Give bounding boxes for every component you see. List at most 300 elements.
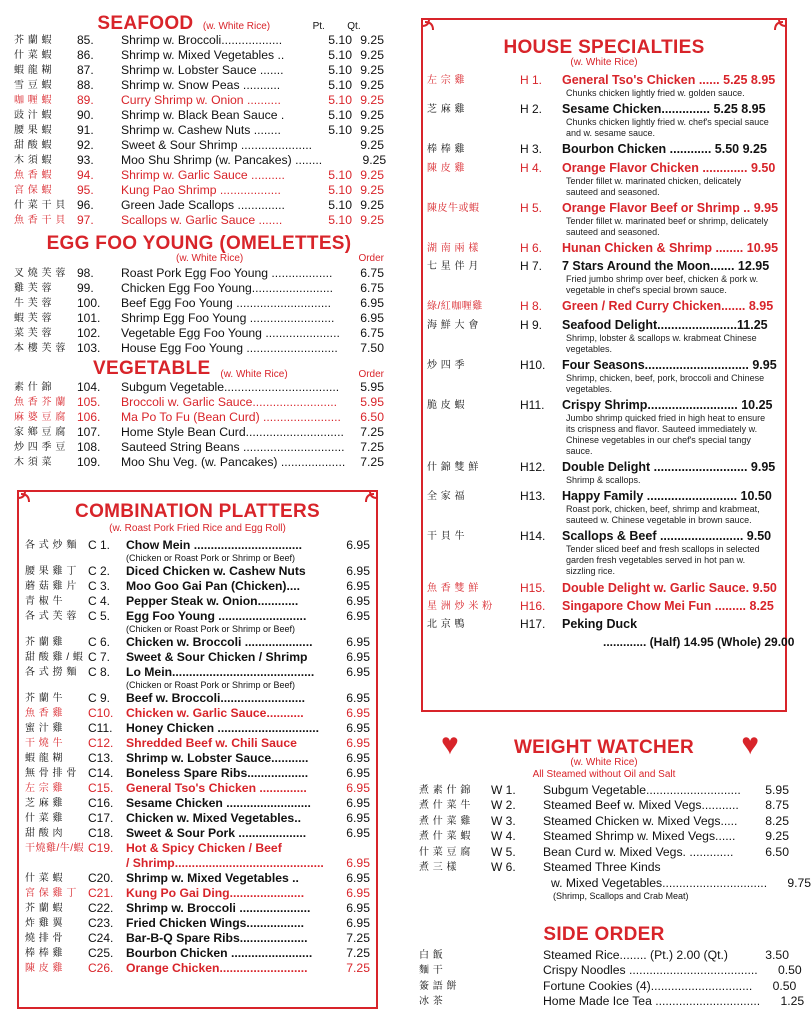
vegetable-header	[14, 360, 384, 380]
chinese-name: 菜 芙 蓉	[14, 328, 53, 339]
chinese-name: 左 宗 雞	[427, 75, 466, 86]
item-name: Moo Goo Gai Pan (Chicken)....	[126, 579, 301, 593]
chinese-name: 煮 什 菜 雞	[419, 815, 471, 827]
item-name: Ma Po To Fu (Bean Curd) .......................	[121, 410, 341, 424]
item-code: 89.	[77, 93, 94, 107]
menu-row	[14, 395, 384, 410]
item-name: Sweet & Sour Shrimp .....................	[121, 138, 313, 152]
item-code: C15.	[88, 781, 114, 795]
chinese-name: 蘑 菇 雞 片	[25, 581, 77, 592]
item-code: 100.	[77, 296, 101, 310]
item-code: C25.	[88, 946, 114, 960]
chinese-name: 煮 什 菜 牛	[419, 800, 471, 811]
item-name: Steamed Shrimp w. Mixed Vegs......	[543, 829, 736, 843]
item-description: Shrimp, lobster & scallops w. krabmeat Chinese vegetables.	[566, 332, 757, 354]
item-code: 106.	[77, 410, 101, 424]
menu-row	[14, 123, 384, 138]
chinese-name: 煮 什 菜 蝦	[419, 831, 471, 842]
chinese-name: 芥 蘭 牛	[25, 693, 64, 704]
menu-row	[25, 856, 370, 871]
price: 6.95	[346, 691, 370, 705]
item-name: Sweet & Sour Chicken / Shrimp	[126, 650, 308, 664]
item-name: Chicken Egg Foo Young........................	[121, 281, 334, 295]
item-code: 108.	[77, 440, 101, 454]
price: 6.50	[765, 844, 789, 859]
seafood-subtitle: (w. White Rice)	[202, 21, 271, 32]
menu-row	[427, 201, 777, 216]
menu-row	[14, 33, 384, 48]
vegetable-list	[14, 380, 384, 470]
chinese-name: 芝 麻 雞	[25, 798, 64, 809]
price-qt: 9.25	[360, 93, 384, 107]
item-name: Curry Shrimp w. Onion ..........	[121, 93, 281, 107]
item-code: H 5.	[520, 200, 543, 215]
house-item	[423, 161, 785, 198]
price: 6.95	[346, 886, 370, 900]
chinese-name: 棒 棒 雞	[427, 144, 466, 156]
price-pt: 5.10	[328, 108, 352, 122]
chinese-name: 左 宗 雞	[25, 783, 64, 794]
item-code: 107.	[77, 425, 101, 439]
menu-row	[427, 241, 777, 256]
chinese-name: 什 錦 雙 鮮	[427, 462, 479, 474]
item-code: C23.	[88, 916, 114, 930]
price: 6.95	[346, 579, 370, 593]
side-order-section	[419, 924, 805, 1009]
weight-watcher-section	[419, 726, 811, 902]
chinese-name: 什 菜 蝦	[14, 50, 53, 61]
item-name: Fortune Cookies (4)..............................	[543, 978, 753, 993]
item-code: H 8.	[520, 299, 543, 314]
menu-row	[427, 529, 777, 544]
chinese-name: 甜 酸 肉	[25, 828, 64, 839]
item-name: Diced Chicken w. Cashew Nuts	[126, 564, 306, 578]
menu-row	[14, 93, 384, 108]
chinese-name: 各 式 芙 蓉	[25, 611, 77, 622]
weight-header	[419, 738, 789, 757]
item-code: C 6.	[88, 635, 111, 649]
item-code: H15.	[520, 580, 546, 595]
house-item	[423, 617, 785, 632]
price-pt: 5.10	[328, 198, 352, 212]
menu-row	[419, 860, 789, 876]
chinese-name: 陳皮牛或蝦	[427, 202, 480, 214]
item-description: Shrimp & scallops.	[566, 475, 641, 486]
item-code: C 2.	[88, 564, 111, 578]
menu-row	[14, 326, 384, 341]
price: 6.95	[360, 311, 384, 325]
chinese-name: 星 洲 炒 米 粉	[427, 600, 493, 612]
chinese-name: 蜜 汁 雞	[25, 723, 64, 734]
item-code: 91.	[77, 123, 94, 137]
item-code: 87.	[77, 63, 94, 77]
item-name: Roast Pork Egg Foo Young ..................	[121, 266, 333, 280]
chinese-name: 湖 南 兩 樣	[427, 242, 479, 254]
price-qt: 9.25	[360, 168, 384, 182]
item-name: Kung Pao Shrimp ..................	[121, 183, 281, 197]
price: 6.95	[346, 706, 370, 720]
menu-row	[427, 460, 777, 475]
item-name: Hunan Chicken & Shrimp ........ 10.95	[562, 240, 779, 255]
menu-row	[25, 609, 370, 624]
item-code: 97.	[77, 213, 94, 227]
item-name: Scallops w. Garlic Sauce .......	[121, 213, 283, 227]
menu-row	[14, 380, 384, 395]
price: 7.25	[346, 946, 370, 960]
item-name: Shrimp w. Snow Peas ...........	[121, 78, 281, 92]
item-code: 92.	[77, 138, 94, 152]
chinese-name: 什 菜 雞	[25, 813, 64, 824]
item-description: Tender fillet w. marinated chicken, delicately sauteed and seasoned.	[566, 175, 742, 197]
item-code: 90.	[77, 108, 94, 122]
price-qt: 9.25	[360, 33, 384, 47]
chinese-name: 陳 皮 雞	[427, 162, 466, 174]
item-code: H 4.	[520, 160, 543, 175]
price: 9.25	[765, 829, 789, 843]
item-name: Shrimp Egg Foo Young .........................	[121, 311, 335, 325]
chinese-name: 干燒雞/牛/蝦	[25, 843, 85, 854]
chinese-name: 各 式 撈 麵	[25, 667, 77, 678]
price-pt: 5.10	[328, 48, 352, 62]
item-name: Pepper Steak w. Onion............	[126, 594, 299, 608]
chinese-name: 咖 喱 蝦	[14, 95, 53, 106]
item-name: Sweet & Sour Pork ....................	[126, 826, 307, 840]
combination-platters-box	[17, 490, 378, 1009]
item-name: Sesame Chicken.............. 5.25 8.95	[562, 102, 766, 117]
item-code: H16.	[520, 598, 546, 613]
seafood-header	[14, 14, 384, 33]
price: 6.95	[346, 665, 370, 679]
item-description: Tender sliced beef and fresh scallops in selected garden fresh vegetables served in hot pan w. sizzling rice.	[566, 544, 760, 577]
item-name: Steamed Rice........ (Pt.) 2.00 (Qt.)	[543, 947, 728, 962]
item-code: C13.	[88, 751, 114, 765]
chinese-name: 芥 蘭 蝦	[25, 903, 64, 914]
menu-row	[25, 766, 370, 781]
house-list	[423, 73, 795, 650]
house-item	[423, 259, 785, 296]
menu-row	[25, 886, 370, 901]
chinese-name: 甜 酸 蝦	[14, 140, 53, 151]
item-name: Fried Chicken Wings.................	[126, 916, 304, 930]
menu-row	[14, 311, 384, 326]
item-name: House Egg Foo Young ...........................	[121, 341, 338, 355]
item-name: Bar-B-Q Spare Ribs....................	[126, 931, 308, 945]
egg-foo-subtitle: (w. White Rice)	[176, 253, 244, 264]
menu-row	[14, 63, 384, 78]
house-specialties-box	[421, 18, 795, 712]
item-code: 101.	[77, 311, 101, 325]
price: 6.75	[360, 326, 384, 340]
item-name: Steamed Three Kinds	[543, 860, 661, 874]
item-name: Shrimp w. Black Bean Sauce .	[121, 108, 285, 122]
menu-row	[25, 579, 370, 594]
price-qt: 9.25	[360, 198, 384, 212]
menu-row	[427, 102, 777, 117]
combo-subtitle: (w. Roast Pork Fried Rice and Egg Roll)	[109, 523, 286, 534]
item-code: H11.	[520, 397, 545, 412]
item-code: 99.	[77, 281, 94, 295]
house-item	[423, 599, 785, 614]
price: 5.95	[360, 395, 384, 409]
chinese-name: 七 星 伴 月	[427, 261, 479, 273]
price: 6.95	[346, 594, 370, 608]
item-code: 104.	[77, 380, 101, 394]
item-name: Double Delight ........................... 9.95	[562, 460, 776, 475]
menu-row	[419, 994, 805, 1010]
menu-row	[14, 266, 384, 281]
item-code: C19.	[88, 841, 114, 855]
house-item	[423, 241, 785, 256]
price: 7.25	[360, 455, 384, 469]
menu-row	[14, 153, 387, 168]
price-qt: 9.25	[360, 213, 384, 227]
menu-row	[14, 108, 384, 123]
price-qt: 9.25	[362, 153, 387, 167]
w6-note: (Shrimp, Scallops and Crab Meat)	[553, 890, 689, 901]
menu-row	[427, 73, 777, 88]
item-name: Beef Egg Foo Young ............................	[121, 296, 332, 310]
side-header	[419, 925, 789, 944]
menu-row	[14, 410, 384, 425]
house-item	[423, 529, 785, 577]
price: 1.25	[780, 994, 805, 1008]
vegetable-order-label: Order	[358, 369, 384, 380]
item-code: C22.	[88, 901, 114, 915]
menu-row	[25, 796, 370, 811]
item-code: C21.	[88, 886, 114, 900]
price-qt: 9.25	[360, 78, 384, 92]
item-code: W 3.	[491, 813, 516, 828]
price-pt: 5.10	[328, 33, 352, 47]
item-name: Egg Foo Young ..........................	[126, 609, 307, 623]
item-code: C20.	[88, 871, 114, 885]
w6-price: 9.75	[787, 875, 811, 890]
chinese-name: 魚 香 蝦	[14, 170, 53, 181]
item-code: H 7.	[520, 259, 543, 274]
price-pt: 5.10	[328, 168, 352, 182]
item-name: Moo Shu Shrimp (w. Pancakes) ........	[121, 153, 323, 167]
egg-foo-title: EGG FOO YOUNG (OMELETTES)	[46, 233, 352, 254]
item-code: C14.	[88, 766, 114, 780]
corner-ornament-icon	[421, 18, 443, 40]
item-code: W 6.	[491, 860, 516, 874]
price: 6.95	[346, 901, 370, 915]
item-name: / Shrimp............................................	[126, 856, 324, 870]
item-name: Kung Po Gai Ding......................	[126, 886, 305, 900]
item-code: H12.	[520, 460, 546, 475]
price: 8.25	[765, 813, 789, 828]
menu-row	[419, 798, 789, 814]
item-name: Scallops & Beef ........................ 9.50	[562, 529, 772, 544]
chinese-name: 麵 干	[419, 965, 444, 976]
chinese-name: 蝦 芙 蓉	[14, 313, 53, 324]
chinese-name: 全 家 福	[427, 491, 466, 503]
price: 6.95	[346, 721, 370, 735]
price: 7.50	[360, 341, 384, 355]
weight-subtitle: (w. White Rice)	[570, 757, 638, 768]
price: 7.25	[346, 931, 370, 945]
item-name: Shrimp w. Broccoli .....................	[126, 901, 311, 915]
menu-row	[25, 946, 370, 961]
item-description: Jumbo shrimp quicked fried in high heat to ensure its crispness and flavor. Sauteed immediately w. Chinese vegetables in our chef's special tangy sauce.	[566, 412, 766, 456]
menu-row	[25, 736, 370, 751]
item-description: Chunks chicken lightly fried w. golden sauce.	[566, 88, 745, 98]
price: 0.50	[777, 963, 802, 977]
item-code: W 2.	[491, 798, 516, 812]
seafood-list	[14, 33, 387, 228]
house-item	[423, 73, 785, 99]
chinese-name: 豉 汁 蝦	[14, 110, 53, 121]
item-description: Roast pork, chicken, beef, shrimp and krabmeat, sauteed w. Chinese vegetable in brown sauce.	[566, 504, 760, 526]
chinese-name: 蝦 龍 糊	[25, 753, 64, 764]
chinese-name: 牛 芙 蓉	[14, 298, 53, 309]
price-qt: 9.25	[360, 108, 384, 122]
menu-row	[427, 318, 777, 333]
item-code: H 2.	[520, 102, 543, 117]
item-code: H14.	[520, 529, 546, 544]
corner-ornament-icon	[765, 18, 787, 40]
chinese-name: 本 樓 芙 蓉	[14, 343, 66, 354]
menu-row	[25, 871, 370, 886]
price-pt: 5.10	[328, 213, 352, 227]
menu-row	[25, 564, 370, 579]
item-name: Shrimp w. Mixed Vegetables ..	[126, 871, 299, 885]
house-item	[423, 299, 785, 314]
price-qt: 9.25	[360, 123, 384, 137]
price: 6.95	[346, 826, 370, 840]
menu-row	[14, 168, 384, 183]
chinese-name: 腰 果 雞 丁	[25, 566, 77, 577]
menu-row	[427, 581, 777, 596]
house-item	[423, 102, 785, 139]
item-code: C16.	[88, 796, 114, 810]
item-name: General Tso's Chicken ..............	[126, 781, 307, 795]
egg-foo-subrow	[14, 253, 384, 266]
chinese-name: 青 椒 牛	[25, 596, 64, 607]
house-item	[423, 358, 785, 395]
menu-row	[427, 142, 777, 157]
chinese-name: 雞 芙 蓉	[14, 283, 53, 294]
menu-row	[25, 538, 370, 553]
chinese-name: 炒 四 季 豆	[14, 442, 66, 453]
egg-foo-list	[14, 266, 384, 356]
item-code: 94.	[77, 168, 94, 182]
item-name: Sauteed String Beans ..............................	[121, 440, 345, 454]
item-name: Shrimp w. Cashew Nuts ........	[121, 123, 281, 137]
chinese-name: 燒 排 骨	[25, 933, 64, 944]
item-name: Seafood Delight.......................11.25	[562, 317, 768, 332]
price: 6.95	[346, 751, 370, 765]
item-name: Orange Flavor Chicken ............. 9.50	[562, 160, 776, 175]
item-name: Chicken w. Garlic Sauce...........	[126, 706, 304, 720]
price: 3.50	[765, 947, 789, 962]
item-name: Singapore Chow Mei Fun ......... 8.25	[562, 598, 774, 613]
seafood-col-pt: Pt.	[312, 21, 325, 32]
price: 6.95	[346, 781, 370, 795]
chinese-name: 炒 四 季	[427, 359, 466, 371]
side-list	[419, 947, 805, 1009]
chinese-name: 宮 保 雞 丁	[25, 888, 77, 899]
vegetable-subtitle: (w. White Rice)	[220, 369, 288, 380]
chinese-name: 腰 果 蝦	[14, 125, 53, 136]
item-code: W 1.	[491, 782, 516, 797]
menu-row	[427, 489, 777, 504]
menu-row	[427, 299, 777, 314]
chinese-name: 雪 豆 蝦	[14, 80, 53, 91]
menu-row	[427, 617, 777, 632]
chinese-name: 魚 香 芥 蘭	[14, 397, 66, 408]
price: 6.95	[346, 916, 370, 930]
price: 6.95	[346, 796, 370, 810]
price-pt: 5.10	[328, 93, 352, 107]
chinese-name: 無 骨 排 骨	[25, 768, 77, 779]
menu-row	[25, 751, 370, 766]
item-name: Moo Shu Veg. (w. Pancakes) ...................	[121, 455, 346, 469]
chinese-name: 魚 香 雞	[25, 708, 64, 719]
item-code: H 3.	[520, 142, 543, 157]
menu-row	[14, 455, 384, 470]
combo-header	[25, 502, 370, 521]
menu-row	[419, 782, 789, 798]
chinese-name: 干 貝 牛	[427, 531, 466, 543]
item-name: Vegetable Egg Foo Young ......................	[121, 326, 340, 340]
menu-row	[427, 161, 777, 176]
chinese-name: 麻 婆 豆 腐	[14, 412, 66, 423]
item-note: (Chicken or Roast Pork or Shrimp or Beef)	[126, 553, 296, 563]
item-code: 109.	[77, 455, 101, 469]
menu-row	[419, 978, 797, 994]
menu-row	[25, 635, 370, 650]
item-name: Chicken w. Broccoli ....................	[126, 635, 313, 649]
item-description: Tender fillet w. marinated beef or shrimp, delicately sauteed and seasoned.	[566, 215, 769, 237]
item-name: Home Style Bean Curd.............................	[121, 425, 344, 439]
menu-row	[25, 931, 370, 946]
item-code: H 1.	[520, 73, 543, 87]
menu-row	[419, 813, 789, 829]
menu-row	[419, 829, 789, 845]
price-pt: 5.10	[328, 63, 352, 77]
item-code: 93.	[77, 153, 94, 167]
menu-row	[427, 599, 777, 614]
house-item	[423, 142, 785, 157]
menu-row	[14, 440, 384, 455]
house-item	[423, 398, 785, 457]
house-item	[423, 460, 785, 486]
egg-foo-header	[14, 234, 384, 253]
item-name: Shrimp w. Garlic Sauce ..........	[121, 168, 285, 182]
side-title: SIDE ORDER	[543, 924, 665, 945]
dancers-icon: ♥	[441, 728, 459, 761]
item-name: Orange Flavor Beef or Shrimp .. 9.95	[562, 200, 779, 215]
chinese-name: 宮 保 蝦	[14, 185, 53, 196]
item-name: Hot & Spicy Chicken / Beef	[126, 841, 282, 855]
menu-row	[14, 138, 384, 153]
egg-foo-order-label: Order	[358, 253, 384, 264]
weight-list	[419, 782, 789, 875]
menu-row	[14, 425, 384, 440]
list-item	[419, 875, 811, 891]
menu-row	[25, 665, 370, 680]
price-qt: 9.25	[360, 183, 384, 197]
item-name: Beef w. Broccoli.........................	[126, 691, 306, 705]
item-name: Shrimp w. Broccoli..................	[121, 33, 283, 47]
item-code: 85.	[77, 33, 94, 47]
item-name: Bourbon Chicken ............ 5.50 9.25	[562, 142, 767, 157]
w6-line2: w. Mixed Vegetables...............................	[551, 875, 768, 890]
item-name: 7 Stars Around the Moon....... 12.95	[562, 259, 770, 274]
chinese-name: 魚 香 雙 鮮	[427, 582, 479, 594]
item-code: 98.	[77, 266, 94, 280]
